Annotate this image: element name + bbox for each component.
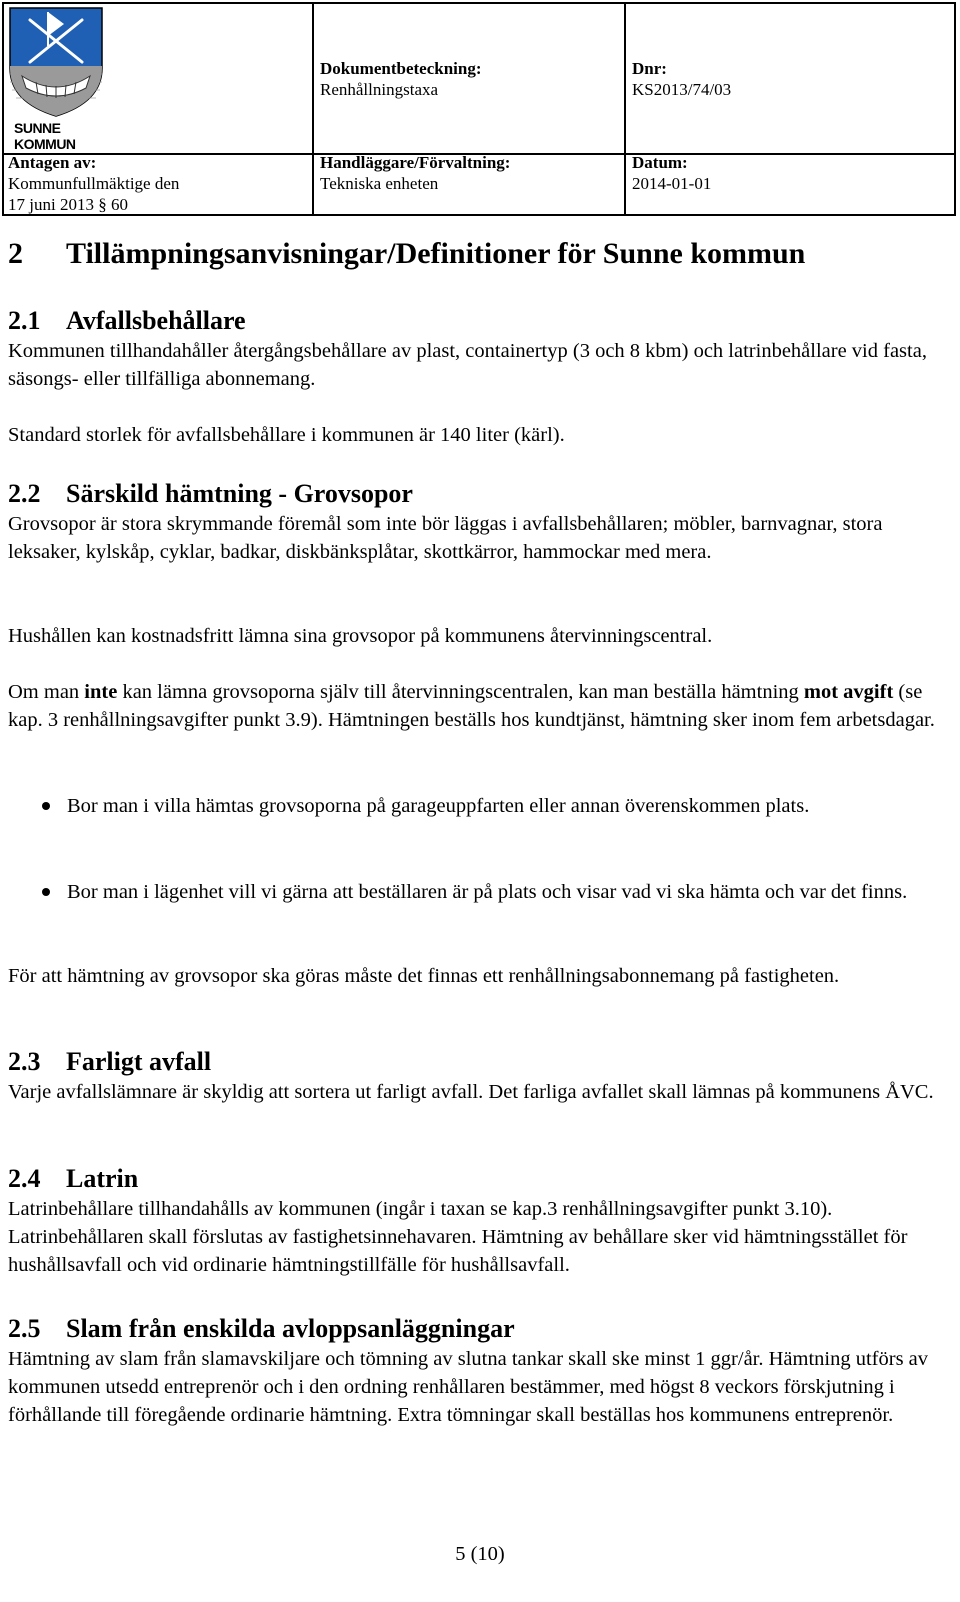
adopted-cell [8,152,179,215]
list-item-text: Bor man i lägenhet vill vi gärna att beställaren är på plats och visar vad vi ska hämta och var det finns. [67,881,908,903]
header-divider [312,4,314,214]
list-item-text: Bor man i villa hämtas grovsoporna på garageuppfarten eller annan överenskommen plats. [67,795,810,817]
doc-designation-label: Dokumentbeteckning: [320,59,482,78]
paragraph: Hämtning av slam från slamavskiljare och tömning av slutna tankar skall ske minst 1 ggr/år. Hämtning utförs av kommunen utsedd entreprenör och i den ordning renhållaren bestämmer, med högst 8 veckors förskjutning i förhållande till föregående ordinarie hämtning. Extra tömningar skall beställas hos kommunens entreprenör. [8,1348,929,1426]
dnr-cell [632,58,731,100]
date-cell [632,152,711,194]
sunne-kommun-logo [8,6,104,152]
handler-value: Tekniska enheten [320,174,439,193]
subsection-heading [8,1047,211,1077]
subsection-title: Särskild hämtning - Grovsopor [66,479,413,508]
subsection-heading [8,306,246,336]
date-value: 2014-01-01 [632,174,712,193]
doc-designation-cell [320,58,482,100]
text-run: (se kap. 3 renhållningsavgifter punkt 3.9). Hämtningen beställs hos kundtjänst, hämtning sker inom fem arbetsdagar. [8,681,935,731]
doc-designation-value: Renhållningstaxa [320,80,439,99]
header-divider [624,4,626,214]
list-item [42,792,922,820]
text-run: Om man [8,681,85,703]
section-title: Tillämpningsanvisningar/Definitioner för Sunne kommun [66,237,806,270]
subsection-title: Avfallsbehållare [66,306,246,335]
coat-of-arms-icon [8,6,104,118]
paragraph: Standard storlek för avfallsbehållare i kommunen är 140 liter (kärl). [8,424,565,446]
paragraph [8,678,943,734]
bullet-icon [42,888,50,896]
subsection-heading [8,1164,138,1194]
dnr-value: KS2013/74/03 [632,80,732,99]
subsection-heading [8,1314,515,1344]
list-item [42,878,922,906]
subsection-number: 2.3 [8,1047,41,1076]
emphasis: inte [84,681,118,703]
adopted-line: Kommunfullmäktige den [8,174,180,193]
adopted-label: Antagen av: [8,153,97,172]
handler-label: Handläggare/Förvaltning: [320,153,511,172]
subsection-title: Farligt avfall [66,1047,212,1076]
subsection-heading [8,479,413,509]
paragraph: För att hämtning av grovsopor ska göras måste det finnas ett renhållningsabonnemang på fastigheten. [8,965,840,987]
page-number: 5 (10) [455,1543,505,1565]
text-run: kan lämna grovsoporna själv till återvinningscentralen, kan man beställa hämtning [117,681,804,703]
subsection-title: Latrin [66,1164,139,1193]
subsection-title: Slam från enskilda avloppsanläggningar [66,1314,515,1343]
section-heading [8,236,805,272]
paragraph: Hushållen kan kostnadsfritt lämna sina grovsopor på kommunens återvinningscentral. [8,625,713,647]
section-number: 2 [8,237,23,270]
emphasis: mot avgift [803,681,894,703]
paragraph: Grovsopor är stora skrymmande föremål som inte bör läggas i avfallsbehållaren; möbler, barnvagnar, stora leksaker, kylskåp, cyklar, badkar, diskbänksplåtar, skottkärror, hammockar med mera. [8,513,883,563]
dnr-label: Dnr: [632,59,667,78]
subsection-number: 2.1 [8,306,41,335]
subsection-number: 2.4 [8,1164,41,1193]
bullet-icon [42,802,50,810]
subsection-number: 2.5 [8,1314,41,1343]
date-label: Datum: [632,153,688,172]
paragraph: Varje avfallslämnare är skyldig att sortera ut farligt avfall. Det farliga avfallet skall lämnas på kommunens ÅVC. [8,1081,934,1103]
subsection-number: 2.2 [8,479,41,508]
paragraph: Latrinbehållare tillhandahålls av kommunen (ingår i taxan se kap.3 renhållningsavgifter punkt 3.10). Latrinbehållaren skall förslutas av fastighetsinnehavaren. Hämtning av behållare sker vid hämtningsstället för hushållsavfall och vid ordinarie hämtningstillfälle för hushållsavfall. [8,1198,908,1276]
handler-cell [320,152,510,194]
document-header [2,2,956,216]
logo-text: SUNNE KOMMUN [14,120,76,152]
paragraph: Kommunen tillhandahåller återgångsbehållare av plast, containertyp (3 och 8 kbm) och latrinbehållare vid fasta, säsongs- eller tillfälliga abonnemang. [8,340,927,390]
adopted-line: 17 juni 2013 § 60 [8,195,128,214]
